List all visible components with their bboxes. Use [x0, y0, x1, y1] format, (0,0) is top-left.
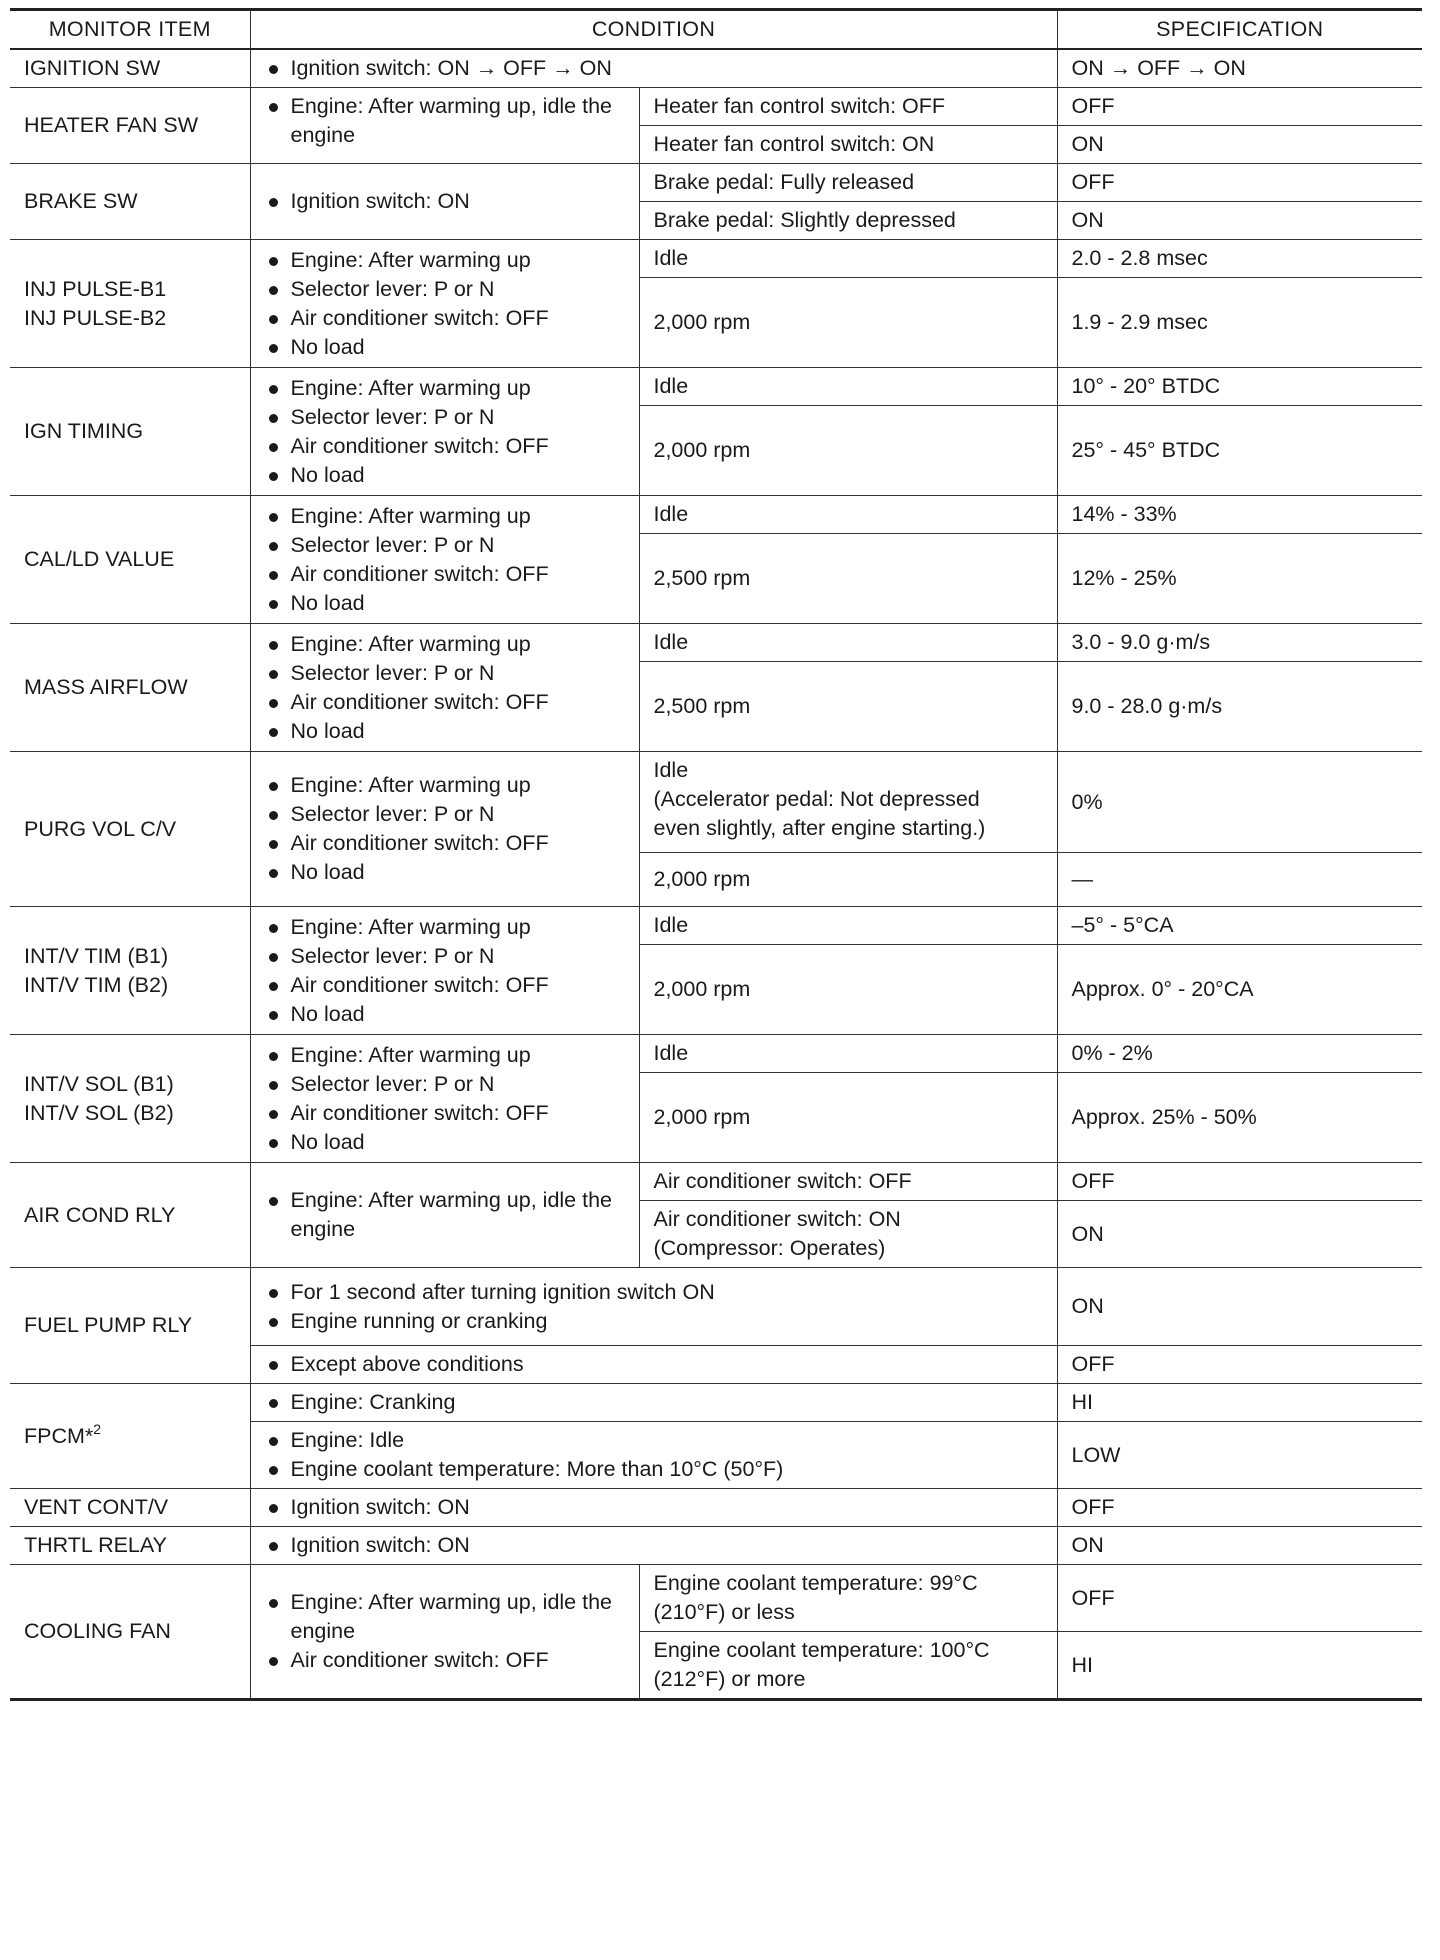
table-row [10, 907, 1422, 945]
spec-cell: HI [1057, 1632, 1422, 1700]
sub-condition-cell [639, 1201, 1057, 1268]
condition-cell [250, 624, 639, 752]
spec-cell: 10° - 20° BTDC [1057, 368, 1422, 406]
condition-bullet: No load [265, 589, 625, 618]
condition-cell [250, 1565, 639, 1700]
monitor-item-line: INT/V TIM (B1) [24, 943, 169, 968]
sub-condition-line: (Accelerator pedal: Not depressed [653, 787, 980, 811]
condition-bullet: Selector lever: P or N [265, 942, 625, 971]
monitor-item-line: INT/V SOL (B1) [24, 1071, 174, 1096]
condition-bullet: Engine: Idle [265, 1426, 1043, 1455]
table-row [10, 496, 1422, 534]
spec-cell: OFF [1057, 88, 1422, 126]
condition-cell [250, 368, 639, 496]
sub-condition-cell [639, 752, 1057, 853]
condition-cell [250, 1268, 1057, 1346]
condition-cell [250, 88, 639, 164]
condition-bullet: Engine: After warming up [265, 502, 625, 531]
spec-cell: OFF [1057, 1489, 1422, 1527]
monitor-item: HEATER FAN SW [10, 88, 250, 164]
table-row [10, 752, 1422, 853]
condition-bullet: Selector lever: P or N [265, 1070, 625, 1099]
spec-cell: 25° - 45° BTDC [1057, 406, 1422, 496]
spec-cell: OFF [1057, 1163, 1422, 1201]
condition-bullet: Ignition switch: ON → OFF → ON [265, 54, 1043, 83]
condition-bullet: Except above conditions [265, 1350, 1043, 1379]
condition-bullet: Selector lever: P or N [265, 403, 625, 432]
condition-bullet: Engine: After warming up [265, 374, 625, 403]
table-row [10, 88, 1422, 126]
condition-bullet: Air conditioner switch: OFF [265, 560, 625, 589]
table-row [10, 368, 1422, 406]
monitor-item: VENT CONT/V [10, 1489, 250, 1527]
condition-bullet: Air conditioner switch: OFF [265, 1099, 625, 1128]
condition-bullet: Air conditioner switch: OFF [265, 971, 625, 1000]
monitor-item-label: FPCM* [24, 1423, 94, 1448]
spec-cell: 0% - 2% [1057, 1035, 1422, 1073]
header-monitor-item: MONITOR ITEM [10, 10, 250, 50]
monitor-item-line: INJ PULSE-B1 [24, 276, 167, 301]
condition-bullet: Engine: After warming up, idle the engine [265, 1186, 625, 1244]
condition-bullet: Engine: After warming up [265, 913, 625, 942]
spec-cell: 2.0 - 2.8 msec [1057, 240, 1422, 278]
condition-cell [250, 240, 639, 368]
condition-bullet: Ignition switch: ON [265, 187, 625, 216]
sub-condition-cell: 2,000 rpm [639, 406, 1057, 496]
table-row [10, 1384, 1422, 1422]
table-row [10, 1163, 1422, 1201]
condition-bullet: Air conditioner switch: OFF [265, 688, 625, 717]
spec-cell: 0% [1057, 752, 1422, 853]
sub-condition-line: (212°F) or more [653, 1667, 806, 1691]
condition-cell [250, 1163, 639, 1268]
sub-condition-line: Engine coolant temperature: 99°C [653, 1571, 978, 1595]
condition-bullet: Engine: After warming up, idle the engine [265, 1588, 625, 1646]
condition-bullet: Engine running or cranking [265, 1307, 1043, 1336]
table-row [10, 240, 1422, 278]
sub-condition-cell: Brake pedal: Slightly depressed [639, 202, 1057, 240]
condition-cell [250, 1422, 1057, 1489]
sub-condition-cell: 2,000 rpm [639, 853, 1057, 907]
sub-condition-cell: 2,500 rpm [639, 662, 1057, 752]
condition-bullet: Ignition switch: ON [265, 1493, 1043, 1522]
spec-cell: HI [1057, 1384, 1422, 1422]
condition-bullet: No load [265, 858, 625, 887]
condition-bullet: Selector lever: P or N [265, 800, 625, 829]
condition-cell [250, 1527, 1057, 1565]
condition-bullet: Engine: After warming up [265, 630, 625, 659]
condition-cell [250, 907, 639, 1035]
spec-cell: ON [1057, 1268, 1422, 1346]
condition-cell [250, 49, 1057, 88]
table-row [10, 1489, 1422, 1527]
condition-cell [250, 496, 639, 624]
sub-condition-line: (210°F) or less [653, 1600, 795, 1624]
monitor-item [10, 1384, 250, 1489]
sub-condition-cell: 2,000 rpm [639, 1073, 1057, 1163]
condition-bullet: No load [265, 717, 625, 746]
condition-bullet: No load [265, 461, 625, 490]
spec-cell: 3.0 - 9.0 g·m/s [1057, 624, 1422, 662]
sub-condition-line: (Compressor: Operates) [653, 1236, 886, 1260]
table-row [10, 1565, 1422, 1632]
condition-bullet: Ignition switch: ON [265, 1531, 1043, 1560]
monitor-item [10, 907, 250, 1035]
condition-bullet: For 1 second after turning ignition switch ON [265, 1278, 1043, 1307]
sub-condition-cell [639, 1565, 1057, 1632]
condition-bullet: No load [265, 333, 625, 362]
condition-bullet: Air conditioner switch: OFF [265, 304, 625, 333]
table-row [10, 1035, 1422, 1073]
spec-cell: 9.0 - 28.0 g·m/s [1057, 662, 1422, 752]
spec-cell: 12% - 25% [1057, 534, 1422, 624]
sub-condition-cell: Idle [639, 1035, 1057, 1073]
condition-bullet: Engine: After warming up [265, 1041, 625, 1070]
condition-bullet: No load [265, 1128, 625, 1157]
condition-bullet: No load [265, 1000, 625, 1029]
monitor-item [10, 240, 250, 368]
spec-cell: OFF [1057, 1346, 1422, 1384]
spec-cell: ON [1057, 1527, 1422, 1565]
spec-cell: Approx. 0° - 20°CA [1057, 945, 1422, 1035]
footnote-marker: 2 [93, 1420, 102, 1437]
condition-bullet: Air conditioner switch: OFF [265, 1646, 625, 1675]
table-row [10, 164, 1422, 202]
spec-cell: ON [1057, 126, 1422, 164]
condition-bullet: Engine: Cranking [265, 1388, 1043, 1417]
condition-bullet: Engine coolant temperature: More than 10°C (50°F) [265, 1455, 1043, 1484]
condition-cell [250, 164, 639, 240]
spec-cell: ON [1057, 1201, 1422, 1268]
condition-cell [250, 1346, 1057, 1384]
condition-bullet: Selector lever: P or N [265, 531, 625, 560]
spec-cell: 1.9 - 2.9 msec [1057, 278, 1422, 368]
spec-cell: ON [1057, 202, 1422, 240]
monitor-item-line: INT/V SOL (B2) [24, 1100, 174, 1125]
condition-bullet: Engine: After warming up [265, 771, 625, 800]
table-row [10, 624, 1422, 662]
sub-condition-line: Idle [653, 758, 689, 782]
sub-condition-cell: Idle [639, 907, 1057, 945]
spec-cell: ON → OFF → ON [1057, 49, 1422, 88]
condition-bullet: Engine: After warming up, idle the engine [265, 92, 625, 150]
condition-cell [250, 1384, 1057, 1422]
sub-condition-cell: 2,000 rpm [639, 945, 1057, 1035]
sub-condition-cell: 2,000 rpm [639, 278, 1057, 368]
monitor-item: IGN TIMING [10, 368, 250, 496]
condition-bullet: Air conditioner switch: OFF [265, 432, 625, 461]
spec-cell: — [1057, 853, 1422, 907]
condition-cell [250, 1035, 639, 1163]
spec-cell: Approx. 25% - 50% [1057, 1073, 1422, 1163]
sub-condition-line: Engine coolant temperature: 100°C [653, 1638, 990, 1662]
sub-condition-line: Air conditioner switch: ON [653, 1207, 901, 1231]
sub-condition-line: even slightly, after engine starting.) [653, 816, 986, 840]
monitor-item: AIR COND RLY [10, 1163, 250, 1268]
sub-condition-cell: Idle [639, 624, 1057, 662]
condition-bullet: Selector lever: P or N [265, 659, 625, 688]
condition-cell [250, 1489, 1057, 1527]
monitor-item: CAL/LD VALUE [10, 496, 250, 624]
monitor-item: MASS AIRFLOW [10, 624, 250, 752]
monitor-spec-table [10, 8, 1422, 1701]
condition-bullet: Selector lever: P or N [265, 275, 625, 304]
condition-bullet: Engine: After warming up [265, 246, 625, 275]
header-specification: SPECIFICATION [1057, 10, 1422, 50]
spec-cell: LOW [1057, 1422, 1422, 1489]
sub-condition-cell: Idle [639, 240, 1057, 278]
table-row [10, 49, 1422, 88]
header-row [10, 10, 1422, 50]
monitor-item: THRTL RELAY [10, 1527, 250, 1565]
monitor-item: BRAKE SW [10, 164, 250, 240]
monitor-item: COOLING FAN [10, 1565, 250, 1700]
monitor-item-line: INJ PULSE-B2 [24, 305, 167, 330]
monitor-item-line: INT/V TIM (B2) [24, 972, 169, 997]
sub-condition-cell: Brake pedal: Fully released [639, 164, 1057, 202]
monitor-item: FUEL PUMP RLY [10, 1268, 250, 1384]
spec-cell: 14% - 33% [1057, 496, 1422, 534]
sub-condition-cell: Idle [639, 368, 1057, 406]
sub-condition-cell: Heater fan control switch: OFF [639, 88, 1057, 126]
monitor-item: IGNITION SW [10, 49, 250, 88]
table-row [10, 1527, 1422, 1565]
sub-condition-cell: Air conditioner switch: OFF [639, 1163, 1057, 1201]
sub-condition-cell: 2,500 rpm [639, 534, 1057, 624]
sub-condition-cell [639, 1632, 1057, 1700]
spec-cell: OFF [1057, 1565, 1422, 1632]
header-condition: CONDITION [250, 10, 1057, 50]
spec-cell: –5° - 5°CA [1057, 907, 1422, 945]
sub-condition-cell: Idle [639, 496, 1057, 534]
condition-cell [250, 752, 639, 907]
monitor-item: PURG VOL C/V [10, 752, 250, 907]
monitor-item [10, 1035, 250, 1163]
table-row [10, 1268, 1422, 1346]
spec-cell: OFF [1057, 164, 1422, 202]
condition-bullet: Air conditioner switch: OFF [265, 829, 625, 858]
sub-condition-cell: Heater fan control switch: ON [639, 126, 1057, 164]
